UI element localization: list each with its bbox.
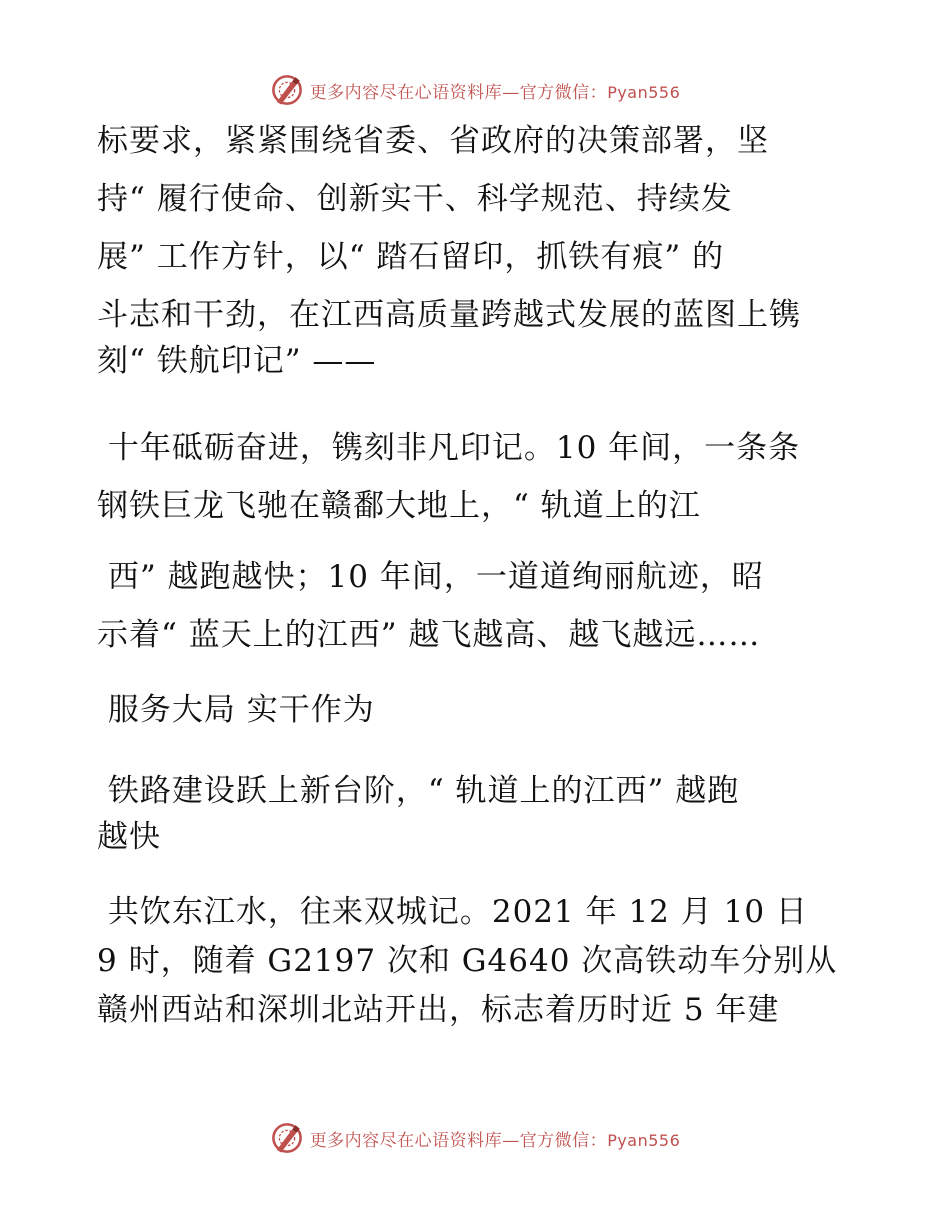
section-heading: 服务大局 实干作为 (97, 692, 375, 728)
text-line: 十年砥砺奋进，镌刻非凡印记。10 年间，一条条 (97, 430, 801, 466)
footer-contact-id: Pyan556 (607, 1130, 681, 1150)
document-body (97, 122, 897, 1029)
text-line: 展” 工作方针，以“ 踏石留印，抓铁有痕” 的 (97, 239, 725, 275)
header-contact-label: 官方微信： (519, 82, 608, 103)
text-line: 共饮东江水，往来双城记。2021 年 12 月 10 日 (97, 894, 808, 930)
text-line: 西” 越跑越快；10 年间，一道道绚丽航迹，昭 (97, 559, 764, 595)
header-text (310, 78, 681, 103)
text-line: 斗志和干劲，在江西高质量跨越式发展的蓝图上镌 (97, 297, 801, 333)
footer-contact-label: 官方微信： (519, 1130, 608, 1151)
text-line: 赣州西站和深圳北站开出，标志着历时近 5 年建 (97, 992, 780, 1028)
pen-logo-icon (270, 73, 304, 107)
text-line: 标要求，紧紧围绕省委、省政府的决策部署，坚 (97, 123, 769, 159)
text-line: 9 时，随着 G2197 次和 G4640 次高铁动车分别从 (97, 943, 838, 979)
text-line: 示着“ 蓝天上的江西” 越飞越高、越飞越远…… (97, 617, 761, 653)
pen-logo-icon (270, 1121, 304, 1155)
header-contact-id: Pyan556 (607, 82, 681, 102)
header-separator: — (502, 82, 520, 103)
header-watermark (0, 70, 950, 110)
text-line: 刻“ 铁航印记” —— (97, 343, 377, 379)
text-line: 钢铁巨龙飞驰在赣鄱大地上，“ 轨道上的江 (97, 488, 701, 524)
footer-brand: 更多内容尽在心语资料库 (309, 1130, 503, 1151)
footer-separator: — (502, 1130, 520, 1151)
footer-text (310, 1126, 681, 1151)
subsection-heading: 铁路建设跃上新台阶，“ 轨道上的江西” 越跑 (97, 773, 740, 809)
footer-watermark (0, 1118, 950, 1158)
text-line: 持“ 履行使命、创新实干、科学规范、持续发 (97, 181, 733, 217)
subsection-heading-continued: 越快 (97, 819, 161, 855)
header-brand: 更多内容尽在心语资料库 (309, 82, 503, 103)
